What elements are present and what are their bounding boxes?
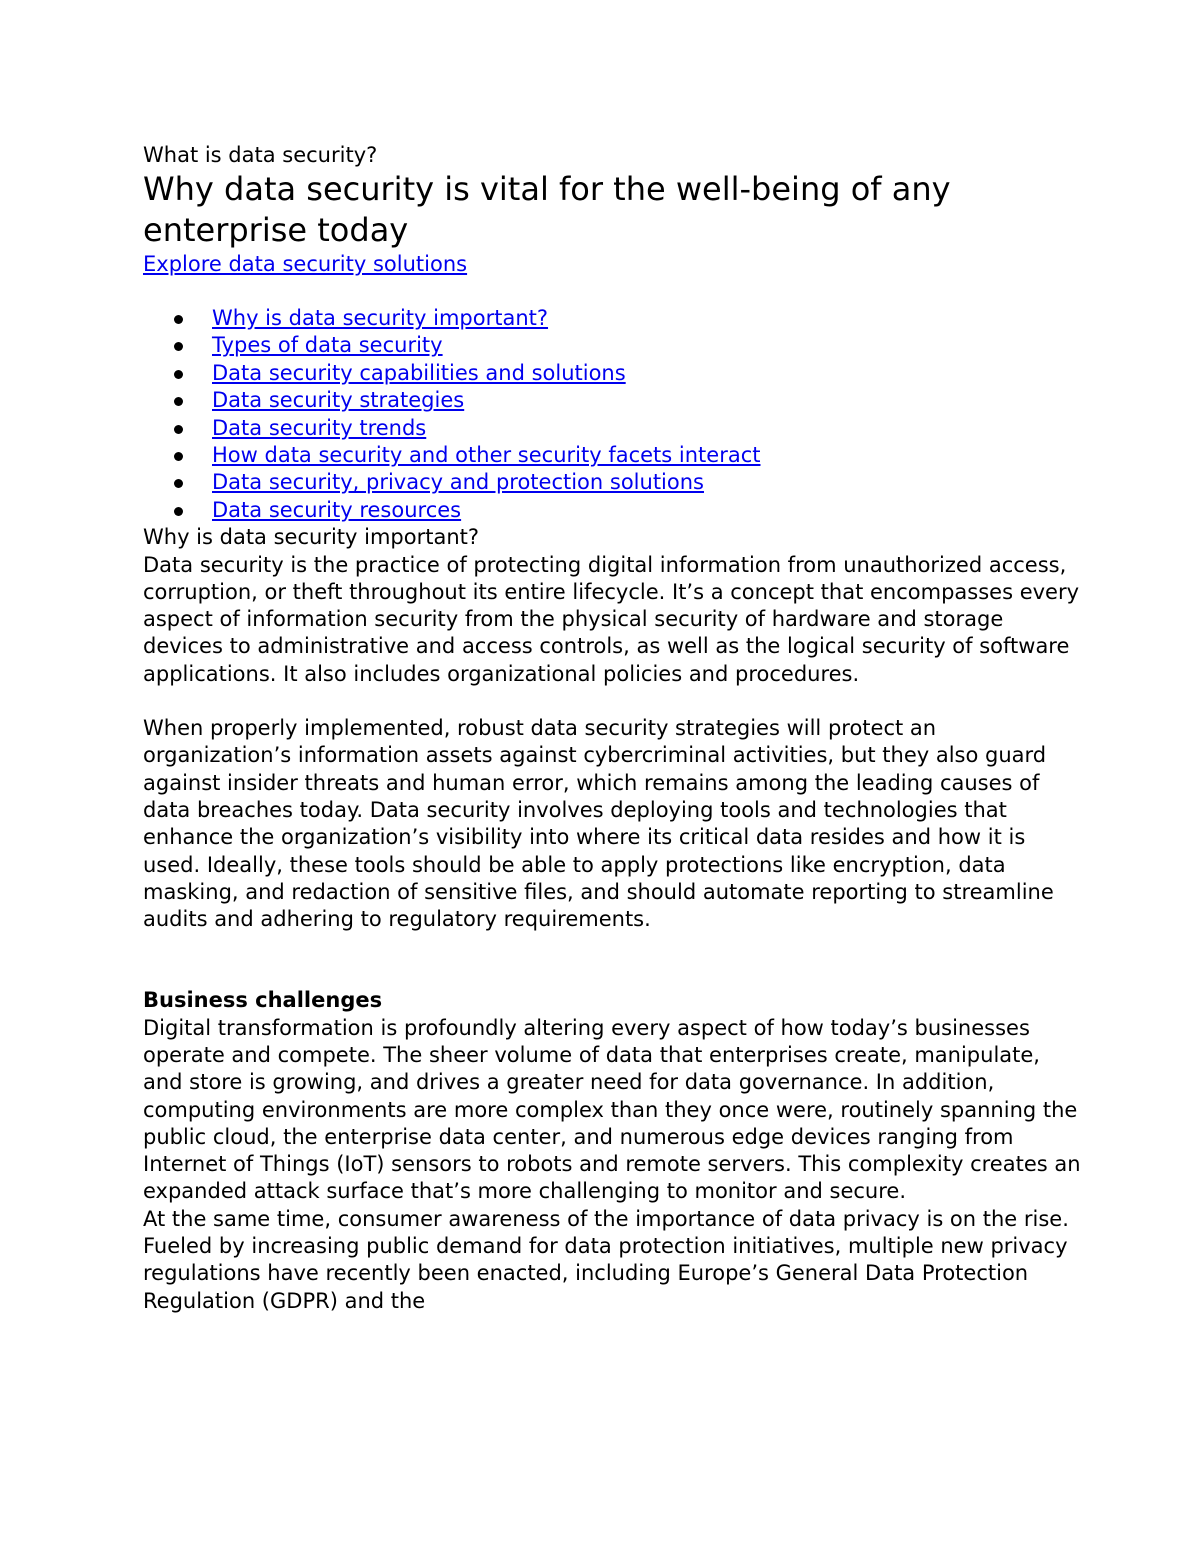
toc-item (212, 415, 1083, 442)
toc-link-strategies[interactable]: Data security strategies (212, 388, 465, 413)
bullet-icon (174, 397, 183, 406)
toc-link-types[interactable]: Types of data security (212, 333, 443, 358)
explore-solutions-link[interactable]: Explore data security solutions (143, 252, 468, 276)
paragraph-definition: Data security is the practice of protecting digital information from unauthorized access, corruption, or theft throughout its entire lifecycle. It’s a concept that encompasses every aspect of information security from the physical security of hardware and storage devices to administrative and access controls, as well as the logical security of software applications. It also includes organizational policies and procedures. (143, 552, 1080, 686)
toc-item (212, 305, 1083, 332)
section-heading-why-important: Why is data security important? (143, 525, 480, 550)
document-page (143, 142, 1083, 1315)
toc-item (212, 442, 1083, 469)
bullet-icon (174, 315, 183, 324)
table-of-contents (143, 305, 1083, 524)
toc-item (212, 469, 1083, 496)
toc-link-resources[interactable]: Data security resources (212, 497, 462, 522)
paragraph-spacer (143, 688, 1083, 715)
section-spacer (143, 933, 1083, 987)
toc-item (212, 332, 1083, 359)
page-kicker: What is data security? (143, 143, 378, 167)
bullet-icon (174, 452, 183, 461)
bullet-icon (174, 425, 183, 434)
toc-link-capabilities[interactable]: Data security capabilities and solutions (212, 360, 626, 385)
page-title: Why data security is vital for the well-being of any enterprise today (143, 170, 951, 249)
bullet-icon (174, 342, 183, 351)
bullet-icon (174, 479, 183, 488)
paragraph-implementation: When properly implemented, robust data security strategies will protect an organization’s information assets against cybercriminal activities, but they also guard against insider threats and human error, which remains among the leading causes of data breaches today. Data security involves deploying tools and technologies that enhance the organization’s visibility into where its critical data resides and how it is used. Ideally, these tools should be able to apply protections like encryption, data masking, and redaction of sensitive files, and should automate reporting to streamline audits and adhering to regulatory requirements. (143, 716, 1054, 932)
paragraph-digital-transformation: Digital transformation is profoundly altering every aspect of how today’s businesses operate and compete. The sheer volume of data that enterprises create, manipulate, and store is growing, and drives a greater need for data governance. In addition, computing environments are more complex than they once were, routinely spanning the public cloud, the enterprise data center, and numerous edge devices ranging from Internet of Things (IoT) sensors to robots and remote servers. This complexity creates an expanded attack surface that’s more challenging to monitor and secure. (143, 1015, 1081, 1204)
bullet-icon (174, 507, 183, 516)
toc-item (212, 387, 1083, 414)
section-heading-business-challenges: Business challenges (143, 988, 383, 1013)
toc-link-trends[interactable]: Data security trends (212, 415, 427, 440)
toc-item (212, 497, 1083, 524)
toc-link-why-important[interactable]: Why is data security important? (212, 306, 549, 330)
bullet-icon (174, 370, 183, 379)
toc-link-privacy-solutions[interactable]: Data security, privacy and protection solutions (212, 470, 704, 495)
toc-item (212, 360, 1083, 387)
paragraph-consumer-awareness: At the same time, consumer awareness of the importance of data privacy is on the rise. Fueled by increasing public demand for data protection initiatives, multiple new privacy regulations have recently been enacted, including Europe’s General Data Protection Regulation (GDPR) and the (143, 1206, 1069, 1313)
toc-link-facets[interactable]: How data security and other security facets interact (212, 443, 761, 468)
